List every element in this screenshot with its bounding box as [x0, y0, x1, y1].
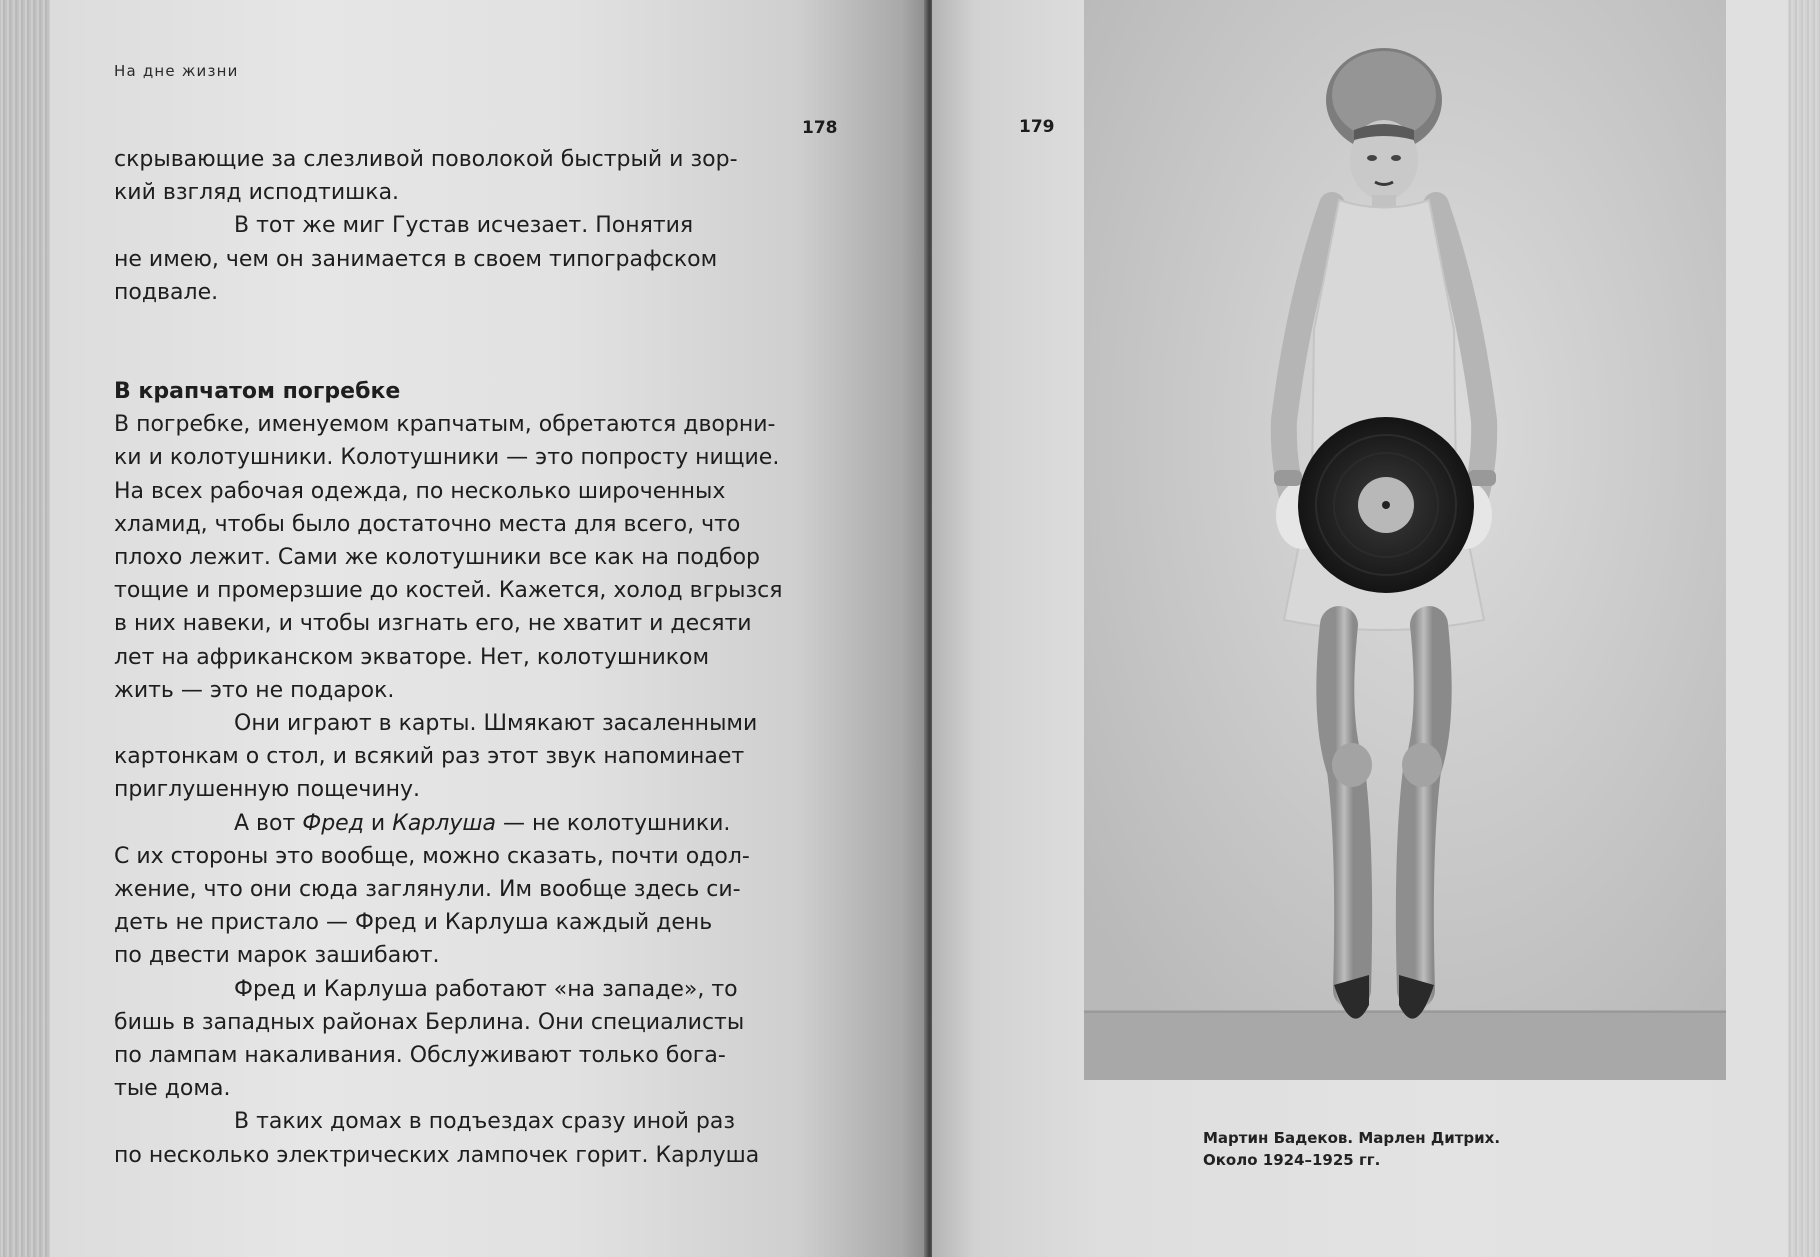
- paragraph: [114, 408, 794, 707]
- text-line: тые дома.: [114, 1076, 231, 1102]
- text-line: деть не пристало — Фред и Карлуша каждый день: [114, 910, 713, 936]
- text-line: картонкам о стол, и всякий раз этот звук напоминает: [114, 744, 745, 770]
- text-line: жение, что они сюда заглянули. Им вообще здесь си-: [114, 877, 741, 903]
- paragraph: [114, 707, 794, 807]
- text-line: приглушенную пощечину.: [114, 777, 421, 803]
- caption-line: Мартин Бадеков. Марлен Дитрих.: [1203, 1129, 1501, 1147]
- text-line: В тот же миг Густав исчезает. Понятия: [234, 213, 694, 239]
- left-page: [50, 0, 928, 1257]
- photo-caption: [1203, 1127, 1563, 1171]
- text-line: жить — это не подарок.: [114, 677, 395, 703]
- text-line: тощие и промерзшие до костей. Кажется, холод вгрызся: [114, 578, 783, 604]
- paragraph-intro: [114, 143, 794, 209]
- section-spacer: [114, 309, 794, 375]
- text-line: кий взгляд исподтишка.: [114, 180, 400, 206]
- page-edges-left: [0, 0, 52, 1257]
- section-heading: В крапчатом погребке: [114, 379, 401, 405]
- text-line: На всех рабочая одежда, по несколько широченных: [114, 478, 726, 504]
- text-line: не имею, чем он занимается в своем типографском: [114, 246, 718, 272]
- running-head: На дне жизни: [114, 62, 239, 80]
- text-run: А вот: [234, 810, 303, 836]
- paragraph: [114, 209, 794, 309]
- caption-line: Около 1924–1925 гг.: [1203, 1151, 1381, 1169]
- text-line: по лампам накаливания. Обслуживают только бога-: [114, 1043, 726, 1069]
- right-page: [932, 0, 1790, 1257]
- text-run: — не колотушники.: [496, 810, 731, 836]
- text-run: и: [363, 810, 393, 836]
- paragraph: [114, 807, 794, 973]
- paragraph: [114, 973, 794, 1106]
- italic-name-karlusha: Карлуша: [392, 810, 496, 836]
- text-line: Фред и Карлуша работают «на западе», то: [234, 976, 738, 1002]
- text-line: ки и колотушники. Колотушники — это попросту нищие.: [114, 445, 780, 471]
- text-line: бишь в западных районах Берлина. Они специалисты: [114, 1009, 745, 1035]
- text-line: хламид, чтобы было достаточно места для всего, что: [114, 511, 741, 537]
- text-line: по двести марок зашибают.: [114, 943, 440, 969]
- text-line: В погребке, именуемом крапчатым, обретаются дворни-: [114, 412, 776, 438]
- text-line: В таких домах в подъездах сразу иной раз: [234, 1109, 736, 1135]
- portrait-photo: [1084, 0, 1726, 1080]
- page-number-left: 178: [802, 118, 838, 138]
- page-number-right: 179: [1019, 117, 1055, 137]
- text-line: по несколько электрических лампочек горит. Карлуша: [114, 1142, 760, 1168]
- text-line: Они играют в карты. Шмякают засаленными: [234, 711, 758, 737]
- page-edges-right: [1788, 0, 1820, 1257]
- text-line: подвале.: [114, 279, 219, 305]
- text-line: скрывающие за слезливой поволокой быстрый и зор-: [114, 147, 738, 172]
- text-line: в них навеки, и чтобы изгнать его, не хватит и десяти: [114, 611, 752, 637]
- italic-name-fred: Фред: [302, 810, 364, 836]
- text-line: [114, 807, 794, 840]
- text-line: лет на африканском экваторе. Нет, колотушником: [114, 644, 710, 670]
- text-line: плохо лежит. Сами же колотушники все как на подбор: [114, 545, 761, 571]
- body-text: [114, 143, 794, 1172]
- text-line: С их стороны это вообще, можно сказать, почти одол-: [114, 843, 750, 869]
- paragraph: [114, 1105, 794, 1171]
- portrait-illustration: [1084, 0, 1726, 1080]
